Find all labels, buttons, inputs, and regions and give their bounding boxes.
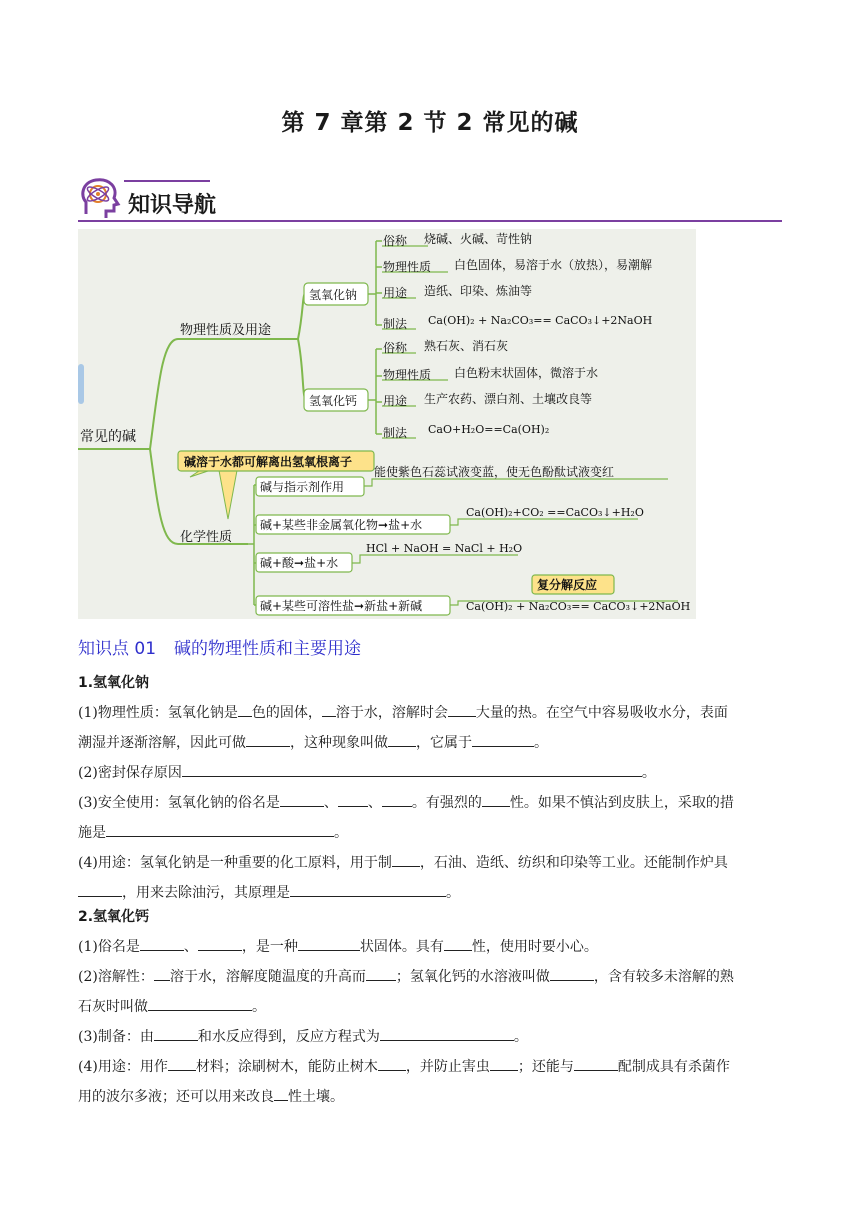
fill-blank[interactable]	[198, 934, 242, 951]
fill-blank[interactable]	[378, 1054, 406, 1071]
mm-naoh-value: 造纸、印染、炼油等	[424, 284, 533, 298]
fill-blank[interactable]	[444, 934, 472, 951]
fill-blank[interactable]	[148, 994, 252, 1011]
section-caoh	[78, 902, 782, 1112]
fill-blank[interactable]	[246, 730, 290, 747]
fill-blank[interactable]	[106, 820, 334, 837]
mm-caoh: 氢氧化钙	[309, 394, 358, 408]
mm-caoh-label: 用途	[383, 394, 408, 408]
mm-caoh-value: 生产农药、漂白剂、土壤改良等	[424, 392, 593, 406]
kp-number: 知识点 01	[78, 639, 157, 659]
mm-chem-label: 碱与指示剂作用	[260, 480, 345, 494]
mm-caoh-value: 白色粉末状固体，微溶于水	[454, 366, 599, 380]
fill-blank[interactable]	[490, 1054, 518, 1071]
section-heading: 1.氢氧化钠	[78, 675, 150, 691]
mm-chem-value: 能使紫色石蕊试液变蓝，使无色酚酞试液变红	[374, 465, 615, 479]
mm-chem-label: 碱+某些非金属氧化物➞盐+水	[260, 518, 423, 532]
paragraph: (4)用途：氢氧化钠是一种重要的化工原料，用于制 ，石油、造纸、纺织和印染等工业。还能制作炉具 ，用来去除油污，其原理是 。	[78, 848, 782, 908]
fill-blank[interactable]	[78, 880, 122, 897]
mm-caoh-label: 物理性质	[383, 368, 432, 382]
mm-naoh-label: 用途	[383, 286, 408, 300]
mm-naoh-label: 俗称	[383, 234, 408, 248]
mm-naoh: 氢氧化钠	[309, 288, 358, 302]
fill-blank[interactable]	[550, 964, 594, 981]
mm-chem-value: Ca(OH)₂ + Na₂CO₃== CaCO₃↓+2NaOH	[466, 600, 691, 613]
paragraph: (3)制备：由 和水反应得到，反应方程式为 。	[78, 1022, 782, 1052]
mm-callout: 碱溶于水都可解离出氢氧根离子	[184, 455, 353, 469]
mm-branch-physical: 物理性质及用途	[180, 323, 272, 338]
fill-blank[interactable]	[274, 1084, 288, 1101]
nav-heading: 知识导航	[128, 193, 217, 218]
section-naoh	[78, 668, 782, 908]
kp-name: 碱的物理性质和主要用途	[174, 639, 362, 659]
fill-blank[interactable]	[168, 1054, 196, 1071]
nav-header	[78, 176, 782, 224]
mm-branch-chemical: 化学性质	[180, 530, 233, 545]
paragraph: (2)溶解性： 溶于水，溶解度随温度的升高而 ；氢氧化钙的水溶液叫做 ，含有较多未溶解的熟 石灰时叫做 。	[78, 962, 782, 1022]
mm-chem-label: 碱+酸➞盐+水	[260, 556, 339, 570]
paragraph: (1)物理性质：氢氧化钠是 色的固体， 溶于水，溶解时会 大量的热。在空气中容易吸收水分，表面 潮湿并逐渐溶解，因此可做 ，这种现象叫做 ，它属于 。	[78, 698, 782, 758]
fill-blank[interactable]	[392, 850, 420, 867]
mm-chem-label: 碱+某些可溶性盐➞新盐+新碱	[260, 599, 423, 613]
mm-naoh-label: 物理性质	[383, 260, 432, 274]
fill-blank[interactable]	[338, 790, 368, 807]
fill-blank[interactable]	[298, 934, 360, 951]
page-title: 第 7 章第 2 节 2 常见的碱	[281, 110, 579, 136]
mm-naoh-value: 白色固体，易溶于水（放热），易潮解	[454, 258, 653, 272]
nav-divider	[78, 220, 782, 222]
fill-blank[interactable]	[238, 700, 252, 717]
mm-root: 常见的碱	[80, 429, 136, 445]
mm-caoh-label: 俗称	[383, 341, 408, 355]
mm-naoh-value: 烧碱、火碱、苛性钠	[424, 232, 533, 246]
fill-blank[interactable]	[366, 964, 396, 981]
fill-blank[interactable]	[154, 1024, 198, 1041]
mm-caoh-label: 制法	[383, 426, 408, 440]
mm-tag: 复分解反应	[537, 578, 598, 592]
mm-chem-value: Ca(OH)₂+CO₂ ==CaCO₃↓+H₂O	[466, 506, 644, 519]
fill-blank[interactable]	[382, 790, 412, 807]
mind-map	[78, 229, 696, 619]
mm-naoh-label: 制法	[383, 317, 408, 331]
fill-blank[interactable]	[472, 730, 534, 747]
paragraph: (2)密封保存原因 。	[78, 758, 782, 788]
fill-blank[interactable]	[290, 880, 446, 897]
fill-blank[interactable]	[322, 700, 336, 717]
fill-blank[interactable]	[482, 790, 510, 807]
fill-blank[interactable]	[182, 760, 642, 777]
mm-caoh-value: CaO+H₂O==Ca(OH)₂	[428, 423, 550, 436]
paragraph: (4)用途：用作 材料；涂刷树木，能防止树木 ，并防止害虫 ；还能与 配制成具有杀菌作 用的波尔多液；还可以用来改良 性土壤。	[78, 1052, 782, 1112]
fill-blank[interactable]	[388, 730, 416, 747]
mm-chem-value: HCl + NaOH = NaCl + H₂O	[366, 542, 523, 555]
knowledge-point-title	[78, 634, 379, 659]
paragraph: (1)俗名是 、 ，是一种 状固体。具有 性，使用时要小心。	[78, 932, 782, 962]
fill-blank[interactable]	[448, 700, 476, 717]
section-heading: 2.氢氧化钙	[78, 909, 150, 925]
fill-blank[interactable]	[140, 934, 184, 951]
fill-blank[interactable]	[154, 964, 170, 981]
fill-blank[interactable]	[280, 790, 324, 807]
fill-blank[interactable]	[380, 1024, 514, 1041]
brain-head-icon	[78, 176, 122, 220]
mm-naoh-value: Ca(OH)₂ + Na₂CO₃== CaCO₃↓+2NaOH	[428, 314, 653, 327]
paragraph: (3)安全使用：氢氧化钠的俗名是 、 、 。有强烈的 性。如果不慎沾到皮肤上，采取的措 施是 。	[78, 788, 782, 848]
nav-top-line	[124, 180, 210, 182]
mm-caoh-value: 熟石灰、消石灰	[424, 339, 509, 353]
fill-blank[interactable]	[574, 1054, 618, 1071]
